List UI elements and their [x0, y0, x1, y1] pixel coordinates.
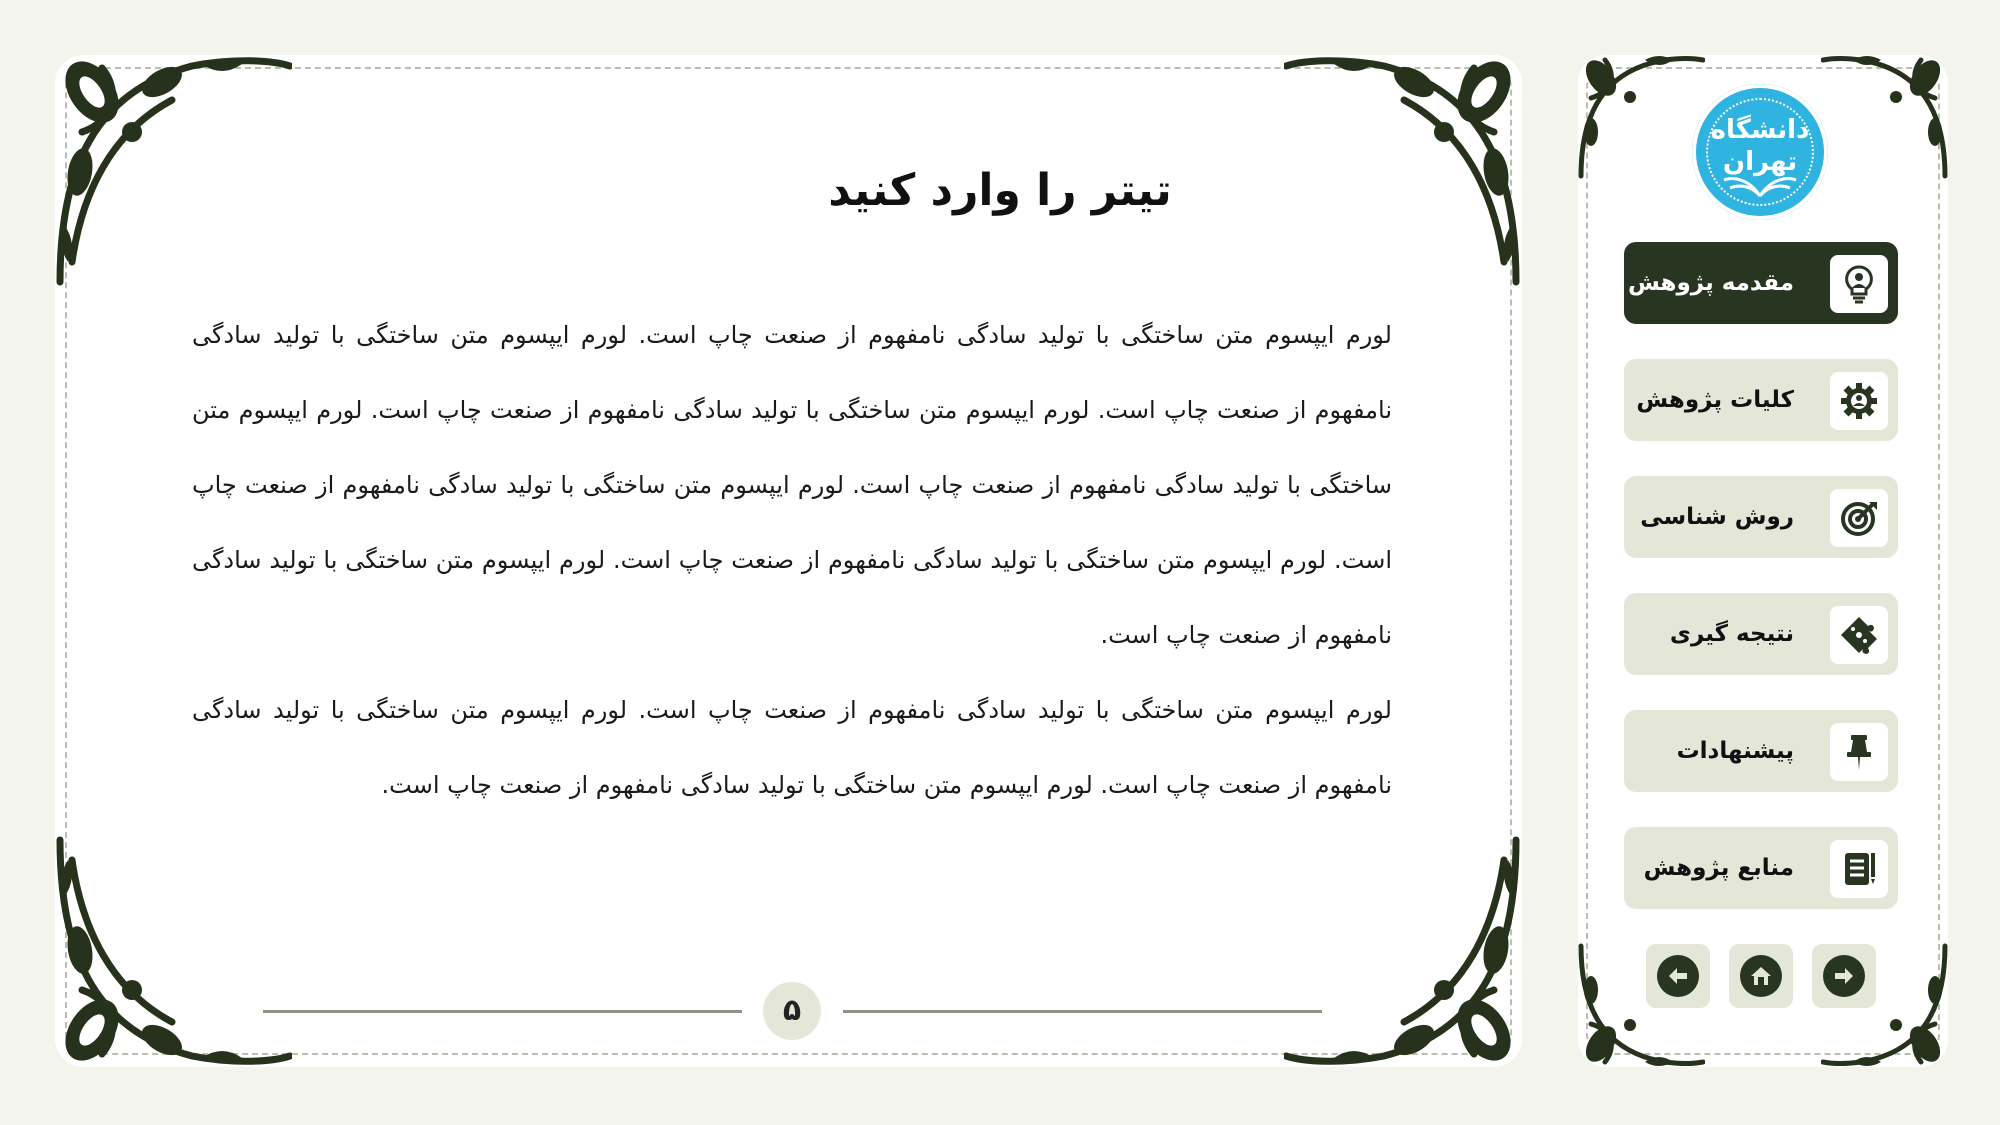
corner-ornament-bottom-right	[1284, 830, 1524, 1070]
sidebar-item-label: پیشنهادات	[1676, 738, 1794, 764]
arrow-left-icon	[1657, 955, 1699, 997]
sidebar-item-conclusion[interactable]	[1624, 593, 1898, 675]
footer-line-left	[263, 1010, 742, 1013]
sidebar-item-label: منابع پژوهش	[1643, 855, 1794, 881]
sidebar-item-overview[interactable]	[1624, 359, 1898, 441]
puzzle-icon	[1830, 606, 1888, 664]
home-button[interactable]	[1729, 944, 1793, 1008]
logo-wings-icon	[1720, 170, 1800, 200]
pushpin-icon	[1830, 723, 1888, 781]
target-icon	[1830, 489, 1888, 547]
footer-line-right	[843, 1010, 1322, 1013]
home-icon	[1740, 955, 1782, 997]
sidebar-item-suggestions[interactable]	[1624, 710, 1898, 792]
lightbulb-person-icon	[1830, 255, 1888, 313]
arrow-right-icon	[1823, 955, 1865, 997]
sidebar-item-introduction[interactable]	[1624, 242, 1898, 324]
sidebar-item-label: کلیات پژوهش	[1636, 387, 1794, 413]
document-list-icon	[1830, 840, 1888, 898]
logo-text: دانشگاه تهران	[1710, 115, 1810, 177]
sidebar-ornament-top-right	[1821, 52, 1951, 182]
sidebar-item-label: نتیجه گیری	[1669, 621, 1794, 647]
university-logo	[1692, 84, 1828, 220]
next-slide-button[interactable]	[1812, 944, 1876, 1008]
page-number: ۵	[763, 982, 821, 1040]
sidebar-item-label: روش شناسی	[1640, 504, 1794, 530]
sidebar-item-label: مقدمه پژوهش	[1628, 270, 1794, 296]
slide-body	[192, 298, 1392, 823]
sidebar-item-references[interactable]	[1624, 827, 1898, 909]
body-paragraph: لورم ایپسوم متن ساختگی با تولید سادگی نامفهوم از صنعت چاپ است. لورم ایپسوم متن ساختگی با تولید سادگی نامفهوم از صنعت چاپ است. لورم ایپسوم متن ساختگی با تولید سادگی نامفهوم از صنعت چاپ است. لورم ایپسوم متن ساختگی با تولید سادگی نامفهوم از صنعت چاپ است. لورم ایپسوم متن ساختگی با تولید سادگی نامفهوم از صنعت چاپ است. لورم ایپسوم متن ساختگی با تولید سادگی نامفهوم از صنعت چاپ است. لورم ایپسوم متن ساختگی با تولید سادگی نامفهوم از صنعت چاپ است.	[192, 321, 1392, 649]
sidebar-item-methodology[interactable]	[1624, 476, 1898, 558]
gear-person-icon	[1830, 372, 1888, 430]
prev-slide-button[interactable]	[1646, 944, 1710, 1008]
corner-ornament-bottom-left	[52, 830, 292, 1070]
body-paragraph: لورم ایپسوم متن ساختگی با تولید سادگی نامفهوم از صنعت چاپ است. لورم ایپسوم متن ساختگی با تولید سادگی نامفهوم از صنعت چاپ است. لورم ایپسوم متن ساختگی با تولید سادگی نامفهوم از صنعت چاپ است.	[192, 696, 1392, 799]
sidebar-ornament-top-left	[1575, 52, 1705, 182]
slide-title: تیتر را وارد کنید	[828, 165, 1172, 216]
